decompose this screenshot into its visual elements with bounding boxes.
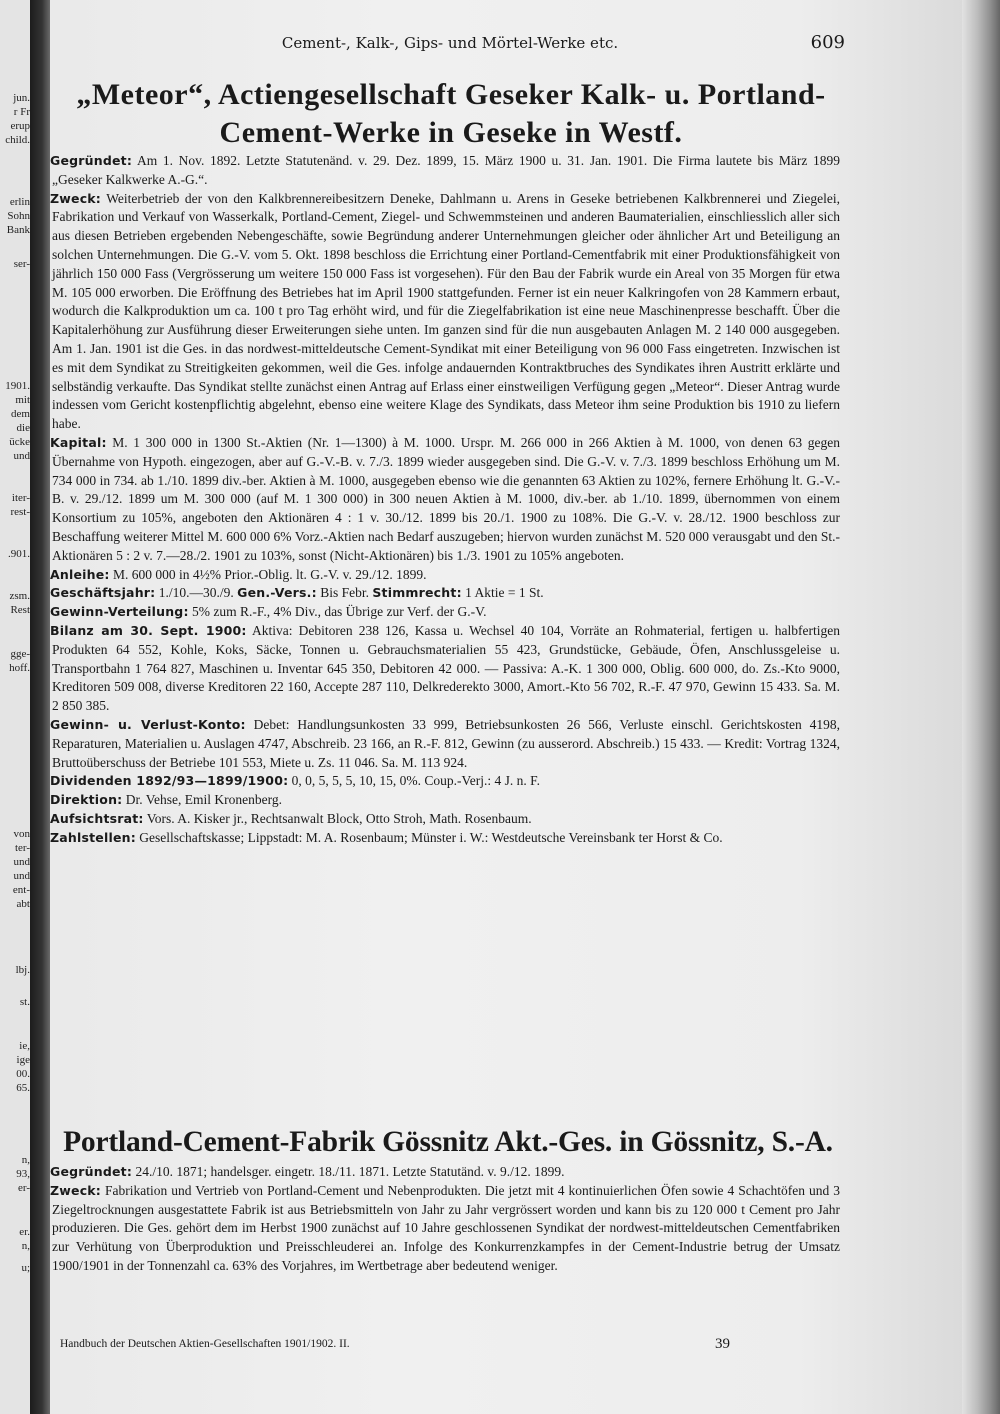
entry-paragraph: [52, 603, 840, 622]
entry-text: Weiterbetrieb der von den Kalkbrennereibesitzern Deneke, Dahlmann u. Arens in Geseke betriebenen Kalkbrennerei und Ziegelei, Fabrikation und Verkauf von Wasserkalk, Portland-Cement, Ziegel- und Schwemmsteinen und anderen Baumaterialien, einschliesslich aller sich aus diesen Betrieben ergebenden Nebengeschäfte, sowie Begründung anderer Unternehmungen gleicher oder ähnlicher Art und Beteiligung an solchen Unternehmungen. Die G.-V. vom 5. Okt. 1898 beschloss die Errichtung einer Portland-Cementfabrik mit einer Produktionsfähigkeit von jährlich 150 000 Fass (Vergrösserung um weitere 150 000 Fass ist vorgesehen). Für den Bau der Fabrik wurde ein Areal von 35 Morgen für etwa M. 105 000 erworben. Die Eröffnung des Betriebes hat im April 1900 stattgefunden. Ferner ist ein neuer Kalkringofen von 28 Kammern erbaut, wodurch die Kalkproduktion um ca. 100 t pro Tag erhöht wird, und für die Ziegelfabrikation ist eine neue Maschinenpresse beschafft. Über die Kapitalerhöhung zur Ausführung dieser Erweiterungen siehe unten. Im ganzen sind für die nun ausgebauten Anlagen M. 2 140 000 ausgegeben. Am 1. Jan. 1901 ist die Ges. in das nordwest-mitteldeutsche Cement-Syndikat mit einer Beteiligung von 96 000 Fass eingetreten. Inzwischen ist es mit dem Syndikat zu Streitigkeiten gekommen, weil die Ges. infolge andauernden Kontraktbruches des Syndikates ihren Austritt erklärte und selbständig verkaufte. Das Syndikat stellte zunächst einen Antrag auf Erlass einer einstweiligen Verfügung gegen „Meteor“. Dieser Antrag wurde indessen vom Gericht kostenpflichtig abgelehnt, ebenso eine weitere Klage des Syndikats, dass Meteor ihm seine Produktion bis 1910 zu liefern habe.: [52, 190, 840, 432]
entry-key: Kapital:: [50, 434, 107, 450]
entry-key: Gegründet:: [50, 153, 133, 168]
margin-fragment: 00.: [16, 1068, 30, 1080]
entry-paragraph: [52, 622, 840, 716]
margin-fragment: r Fr: [13, 106, 30, 118]
margin-fragment: u;: [21, 1262, 30, 1274]
margin-fragment: er-: [18, 1182, 30, 1194]
entry-text: Fabrikation und Vertrieb von Portland-Cement und Nebenprodukten. Die jetzt mit 4 kontinuierlichen Öfen sowie 4 Schachtöfen und 3 Ziegeltrocknungen ausgestattete Fabrik ist aus Betriebsmitteln von Jahr zu Jahr vergrössert worden und kann bis zu 120 000 t Cement pro Jahr produzieren. Die Ges. gehört dem im Herbst 1900 zunächst auf 10 Jahre geschlossenen Syndikat der nordwest-mitteldeutschen Cementfabriken zur Verhütung von Überproduktion und Preisschleuderei an. Infolge des Konkurrenzkampfes in der Cement-Industrie betrug der Umsatz 1900/1901 in der Tonnenzahl ca. 63% des Vorjahres, im Wertbetrage aber bedeutend weniger.: [52, 1182, 840, 1273]
margin-fragment: gge-: [10, 648, 30, 660]
margin-fragment: ücke: [9, 436, 30, 448]
company-entries-meteor: [52, 152, 840, 847]
company-entries-goessnitz: [52, 1163, 840, 1276]
margin-fragment: rest-: [10, 506, 30, 518]
entry-text: 0, 0, 5, 5, 5, 10, 15, 0%. Coup.-Verj.: 4 J. n. F.: [288, 773, 540, 789]
entry-text: Debet: Handlungsunkosten 33 999, Betriebsunkosten 26 566, Verluste einschl. Gerichtskosten 4198, Reparaturen, Materialien u. Auslagen 4747, Abschreib. 23 166, an R.-F. 812, Gewinn (zu ausserord. Abschreib.) 15 433. — Kredit: Vortrag 1324, Bruttoüberschuss der Betriebe 101 553, Miete u. Zs. 11 046. Sa. M. 113 924.: [52, 716, 840, 770]
entry-key: Gewinn-Verteilung:: [50, 604, 189, 620]
entry-paragraph: [52, 791, 840, 810]
entry-key: Direktion:: [50, 792, 123, 808]
margin-fragment: und: [13, 856, 30, 868]
margin-fragment: und: [13, 870, 30, 882]
page-number: 609: [810, 32, 845, 53]
margin-fragment: mit: [15, 394, 30, 406]
entry-text: Gesellschaftskasse; Lippstadt: M. A. Rosenbaum; Münster i. W.: Westdeutsche Vereinsbank ter Horst & Co.: [135, 829, 723, 845]
margin-fragment: 1901.: [5, 380, 30, 392]
entry-paragraph: [52, 1182, 840, 1276]
entry-key: Zweck:: [50, 1182, 102, 1198]
margin-fragment: er.: [19, 1226, 30, 1238]
margin-fragment: hoff.: [9, 662, 30, 674]
running-header: Cement-, Kalk-, Gips- und Mörtel-Werke etc.: [281, 34, 619, 52]
margin-fragment: von: [13, 828, 30, 840]
entry-paragraph: [52, 584, 840, 603]
page-footer: [60, 1338, 780, 1350]
margin-fragment: 93,: [16, 1168, 30, 1180]
entry-paragraph: [52, 190, 840, 434]
entry-paragraph: [52, 772, 840, 791]
entry-text: 1 Aktie = 1 St.: [461, 585, 544, 601]
company-title-goessnitz: Portland-Cement-Fabrik Gössnitz Akt.-Ges. in Gössnitz, S.-A.: [63, 1126, 833, 1158]
entry-text: Bis Febr.: [316, 585, 373, 601]
margin-fragment: ige: [16, 1054, 30, 1066]
margin-fragment: lbj.: [15, 964, 30, 976]
entry-text: M. 1 300 000 in 1300 St.-Aktien (Nr. 1—1300) à M. 1000. Urspr. M. 266 000 in 266 Aktien à M. 1000, von denen 63 gegen Übernahme von Hypoth. eingezogen, aber auf G.-V.-B. v. 7./3. 1899 wieder ausgegeben sind. Die G.-V. v. 7./3. 1899 beschloss Erhöhung um M. 734 000 in 734. ab 1./10. 1899 div.-ber. Aktien à M. 1000, ausgegeben ebenso wie die genannten 63 Aktien zu 102%, fernere Erhöhung lt. G.-V.-B. v. 29./12. 1899 um M. 300 000 (auf M. 1 300 000) in 300 neuen Aktien à M. 1000, div.-ber. ab 1./10. 1899, übernommen von einem Konsortium zu 105%, angeboten den Aktionären 4 : 1 v. 30./12. 1899 bis 20./1. 1900 zu 108%. Die G.-V. v. 28./12. 1900 beschloss zur Beschaffung weiterer Mittel M. 600 000 6% Vorz.-Aktien nach Bedarf auszugeben; hiervon wurden zunächst M. 520 000 verausgabt und den St.-Aktionären 5 : 2 v. 7.—28./2. 1901 zu 103%, sonst (Nicht-Aktionären) bis 1./3. 1901 zu 105% angeboten.: [52, 434, 840, 563]
entry-paragraph: [52, 716, 840, 772]
margin-fragment: Sohn: [7, 210, 30, 222]
entry-paragraph: [52, 152, 840, 190]
margin-fragment: ser-: [13, 258, 30, 270]
book-binding-shadow: [30, 0, 50, 1414]
entry-key: Gewinn- u. Verlust-Konto:: [50, 716, 246, 732]
margin-fragment: n,: [21, 1154, 30, 1166]
company-title-meteor: „Meteor“, Actiengesellschaft Geseker Kalk- u. Portland-Cement-Werke in Geseke in Westf.: [76, 78, 826, 149]
margin-fragment: ie,: [19, 1040, 30, 1052]
entry-text: Aktiva: Debitoren 238 126, Kassa u. Wechsel 40 104, Vorräte an Rohmaterial, fertigen u. halbfertigen Produkten 64 552, Kohle, Koks, Säcke, Tonnen u. Gebrauchsmaterialien 55 423, Grundstücke, Gebäude, Öfen, Anschlussgeleise u. Transportbahn 1 764 827, Maschinen u. Inventar 645 350, Debitoren 42 000. — Passiva: A.-K. 1 300 000, Oblig. 600 000, do. Zs.-Kto 9000, Kreditoren 509 008, diverse Kreditoren 22 160, Accepte 287 110, Delkrederekto 3000, Amort.-Kto 56 702, R.-F. 47 970, Gewinn 15 433. Sa. M. 2 850 385.: [52, 622, 840, 714]
margin-fragment: zsm.: [9, 590, 30, 602]
entry-key: Geschäftsjahr:: [50, 585, 156, 601]
entry-key: Zahlstellen:: [50, 829, 136, 845]
margin-fragment: ter-: [14, 842, 30, 854]
page-right-edge: [962, 0, 1000, 1414]
entry-key: Bilanz am 30. Sept. 1900:: [50, 622, 247, 638]
margin-fragment: jun.: [13, 92, 30, 104]
margin-fragment: child.: [5, 134, 30, 146]
margin-fragment: ent-: [12, 884, 30, 896]
margin-fragment: Rest: [10, 604, 30, 616]
margin-fragment: .901.: [8, 548, 30, 560]
entry-paragraph: [52, 566, 840, 585]
entry-key: Zweck:: [50, 190, 102, 206]
footer-publication: Handbuch der Deutschen Aktien-Gesellschaften 1901/1902. II.: [60, 1338, 350, 1350]
entry-text: 5% zum R.-F., 4% Div., das Übrige zur Verf. der G.-V.: [188, 604, 487, 620]
entry-key: Aufsichtsrat:: [50, 810, 144, 826]
margin-fragment: und: [13, 450, 30, 462]
entry-text: Am 1. Nov. 1892. Letzte Statutenänd. v. 29. Dez. 1899, 15. März 1900 u. 31. Jan. 1901. Die Firma lautete bis März 1899 „Geseker Kalkwerke A.-G.“.: [52, 153, 840, 187]
entry-key: Stimmrecht:: [372, 585, 462, 601]
entry-key: Gen.-Vers.:: [237, 585, 317, 601]
entry-text: 1./10.—30./9.: [155, 585, 238, 601]
entry-paragraph: [52, 829, 840, 848]
margin-fragment: dem: [11, 408, 30, 420]
margin-fragment: Bank: [6, 224, 30, 236]
entry-text: Vors. A. Kisker jr., Rechtsanwalt Block, Otto Stroh, Math. Rosenbaum.: [143, 810, 532, 826]
entry-key: Dividenden 1892/93—1899/1900:: [50, 773, 289, 789]
margin-fragment: st.: [19, 996, 30, 1008]
entry-text: M. 600 000 in 4½% Prior.-Oblig. lt. G.-V. v. 29./12. 1899.: [109, 566, 427, 582]
margin-fragment: 65.: [16, 1082, 30, 1094]
entry-key: Gegründet:: [50, 1164, 133, 1179]
entry-text: 24./10. 1871; handelsger. eingetr. 18./11. 1871. Letzte Statutänd. v. 9./12. 1899.: [132, 1164, 565, 1179]
margin-fragment: erup: [10, 120, 30, 132]
margin-fragment: erlin: [9, 196, 30, 208]
margin-fragment: die: [16, 422, 30, 434]
entry-paragraph: [52, 434, 840, 566]
previous-page-edge: [0, 0, 30, 1414]
margin-fragment: iter-: [11, 492, 30, 504]
entry-text: Dr. Vehse, Emil Kronenberg.: [122, 792, 282, 808]
entry-key: Anleihe:: [50, 566, 110, 582]
margin-fragment: abt: [16, 898, 30, 910]
entry-paragraph: [52, 810, 840, 829]
margin-fragment: n,: [21, 1240, 30, 1252]
footer-signature-number: 39: [715, 1336, 730, 1352]
entry-paragraph: [52, 1163, 840, 1182]
